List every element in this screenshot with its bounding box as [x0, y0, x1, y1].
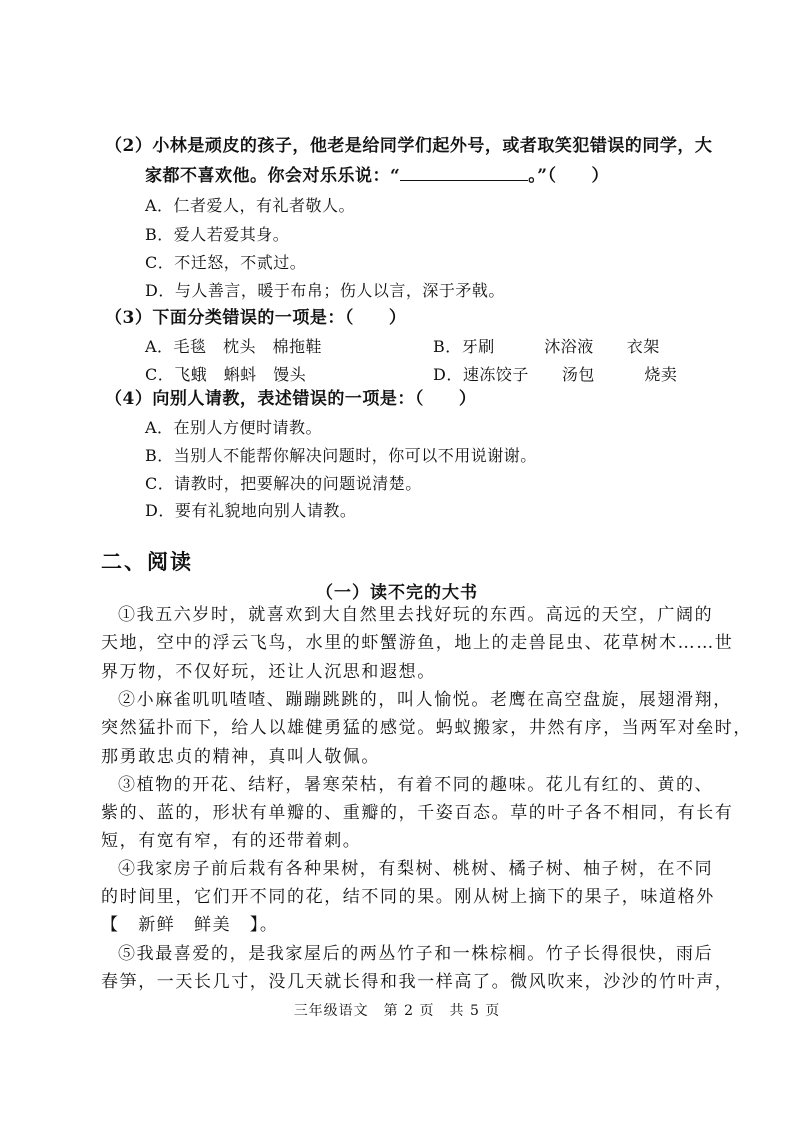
- q2-stem-line1: （2）小林是顽皮的孩子，他老是给同学们起外号，或者取笑犯错误的同学，大: [105, 136, 713, 156]
- passage-line: ④我家房子前后栽有各种果树，有梨树、桃树、橘子树、柚子树，在不同: [118, 859, 714, 879]
- passage-line: ①我五六岁时，就喜欢到大自然里去找好玩的东西。高远的天空，广阔的: [118, 605, 714, 625]
- q4-option-c: C．请教时，把要解决的问题说清楚。: [145, 474, 422, 493]
- passage-line: 紫的、蓝的，形状有单瓣的、重瓣的，千姿百态。草的叶子各不相同，有长有: [101, 803, 734, 823]
- page-footer: 三年级语文 第 2 页 共 5 页: [293, 1003, 501, 1019]
- q4-option-b: B．当别人不能帮你解决问题时，你可以不用说谢谢。: [145, 446, 537, 465]
- q3-stem: （3）下面分类错误的一项是：（ ）: [105, 308, 407, 328]
- q4-option-d: D．要有礼貌地向别人请教。: [145, 501, 357, 520]
- passage-line: 界万物，不仅好玩，还让人沉思和遐想。: [101, 662, 436, 682]
- passage-line: 春笋，一天长几寸，没几天就长得和我一样高了。微风吹来，沙沙的竹叶声，: [101, 972, 734, 992]
- answer-blank[interactable]: [400, 165, 528, 181]
- section-heading: 二、阅读: [101, 550, 193, 574]
- q2-stem-line2: [145, 165, 609, 186]
- q2-option-c: C．不迁怒，不贰过。: [145, 253, 307, 272]
- q2-option-a: A．仁者爱人，有礼者敬人。: [145, 196, 356, 215]
- passage-line: 那勇敢忠贞的精神，真叫人敬佩。: [101, 747, 380, 767]
- q3-option-d: D．速冻饺子 汤包 烧卖: [433, 365, 678, 384]
- q3-option-b: B．牙刷 沐浴液 衣架: [433, 337, 660, 356]
- passage-line: ⑤我最喜爱的，是我家屋后的两丛竹子和一株棕榈。竹子长得很快，雨后: [118, 944, 714, 964]
- q3-option-a: A．毛毯 枕头 棉拖鞋: [145, 337, 323, 356]
- passage-line: 天地，空中的浮云飞鸟，水里的虾蟹游鱼，地上的走兽昆虫、花草树木……世: [101, 633, 734, 653]
- q2-stem-line2-pre: 家都不喜欢他。你会对乐乐说：“: [145, 166, 401, 186]
- q4-option-a: A．在别人方便时请教。: [145, 418, 323, 437]
- passage-line: ②小麻雀叽叽喳喳、蹦蹦跳跳的，叫人愉悦。老鹰在高空盘旋，展翅滑翔，: [118, 690, 732, 710]
- q2-option-d: D．与人善言，暖于布帛；伤人以言，深于矛戟。: [145, 281, 505, 300]
- reading-title: （一）读不完的大书: [316, 583, 478, 603]
- passage-line: 突然猛扑而下，给人以雄健勇猛的感觉。蚂蚁搬家，井然有序，当两军对垒时，: [101, 718, 752, 738]
- passage-line: 短，有宽有窄，有的还带着刺。: [101, 831, 362, 851]
- q3-option-c: C．飞蛾 蝌蚪 馒头: [145, 365, 307, 384]
- q2-stem-line2-post: 。”（ ）: [528, 166, 610, 186]
- passage-line: 的时间里，它们开不同的花，结不同的果。刚从树上摘下的果子，味道格外: [101, 887, 715, 907]
- q4-stem: （4）向别人请教，表述错误的一项是：（ ）: [105, 389, 477, 409]
- passage-line: ③植物的开花、结籽，暑寒荣枯，有着不同的趣味。花儿有红的、黄的、: [118, 775, 714, 795]
- q2-option-b: B．爱人若爱其身。: [145, 225, 290, 244]
- word-choice-bracket[interactable]: 【 新鲜 鲜美 】。: [101, 915, 279, 935]
